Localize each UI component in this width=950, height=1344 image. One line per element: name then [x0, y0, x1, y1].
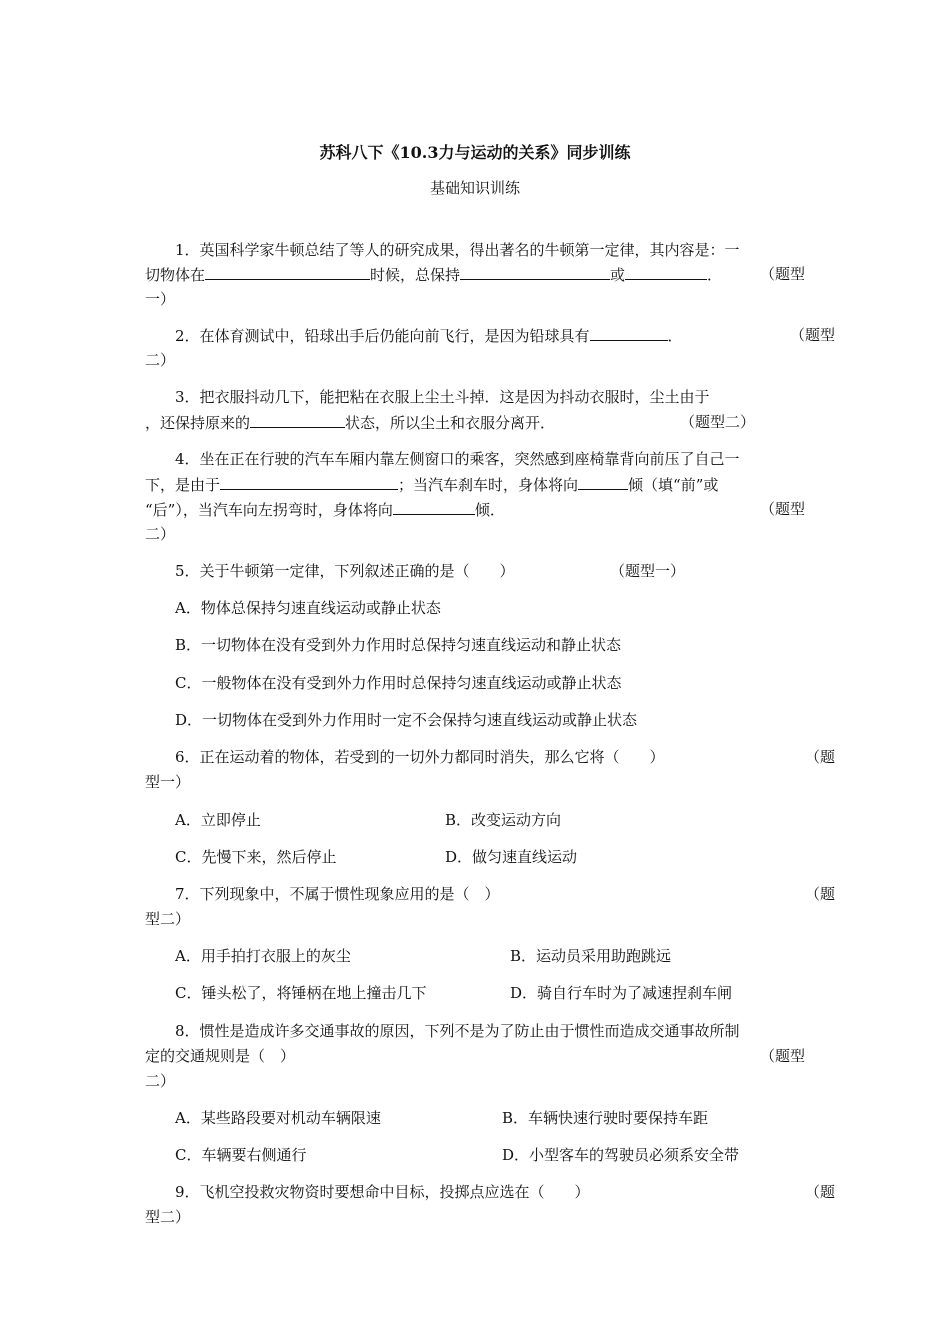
q6-option-b[interactable]: B．改变运动方向: [445, 811, 562, 829]
q1-blank-2[interactable]: [460, 264, 610, 280]
q7-option-c[interactable]: C．锤头松了，将锤柄在地上撞击几下: [175, 984, 427, 1002]
q6-option-a[interactable]: A．立即停止: [175, 811, 261, 829]
q7-stem: 7．下列现象中，不属于惯性现象应用的是（ ） （题: [175, 885, 835, 903]
q8-option-c[interactable]: C．车辆要右侧通行: [175, 1146, 307, 1164]
q8-option-b[interactable]: B．车辆快速行驶时要保持车距: [502, 1109, 709, 1127]
q9-type-tag: （题: [804, 1183, 835, 1201]
q6-option-d[interactable]: D．做匀速直线运动: [445, 848, 578, 866]
q3-line-1: 3．把衣服抖动几下，能把粘在衣服上尘土斗掉．这是因为抖动衣服时，尘土由于: [175, 388, 710, 406]
q2-blank-1[interactable]: [590, 325, 668, 341]
q6-stem: 6．正在运动着的物体，若受到的一切外力都同时消失，那么它将（ ） （题: [175, 748, 835, 766]
q8-line-2: 定的交通规则是（ ） （题型: [145, 1047, 805, 1065]
q4-line-3: “后”），当汽车向左拐弯时，身体将向 倾． （题型: [145, 500, 805, 519]
q4-blank-3[interactable]: [393, 499, 475, 515]
q1-line-2: 切物体在 时候，总保持 或 ． （题型: [145, 265, 805, 284]
q7-option-a[interactable]: A．用手拍打衣服上的灰尘: [175, 947, 351, 965]
q7-line-2: 型二）: [145, 910, 191, 928]
q4-blank-1[interactable]: [220, 474, 398, 490]
q1-type-tag: （题型: [759, 265, 805, 283]
q5-stem: 5．关于牛顿第一定律，下列叙述正确的是（ ） （题型一）: [175, 562, 686, 580]
q4-type-tag: （题型: [759, 500, 805, 518]
q8-option-a[interactable]: A．某些路段要对机动车辆限速: [175, 1109, 381, 1127]
q1-blank-1[interactable]: [205, 264, 370, 280]
q4-line-2: 下，是由于 ；当汽车刹车时，身体将向 倾（填“前”或: [145, 476, 719, 494]
q8-type-tag: （题型: [759, 1047, 805, 1065]
q6-option-c[interactable]: C．先慢下来，然后停止: [175, 848, 337, 866]
q5-type-tag: （题型一）: [610, 562, 686, 580]
q5-option-d[interactable]: D．一切物体在受到外力作用时一定不会保持匀速直线运动或静止状态: [175, 711, 638, 729]
q8-option-d[interactable]: D．小型客车的驾驶员必须系安全带: [502, 1146, 740, 1164]
q9-line-2: 型二）: [145, 1208, 191, 1226]
q7-option-b[interactable]: B．运动员采用助跑跳远: [510, 947, 672, 965]
q5-option-a[interactable]: A．物体总保持匀速直线运动或静止状态: [175, 599, 441, 617]
q9-stem: 9．飞机空投救灾物资时要想命中目标，投掷点应选在（ ） （题: [175, 1183, 835, 1201]
q5-option-c[interactable]: C．一般物体在没有受到外力作用时总保持匀速直线运动或静止状态: [175, 674, 622, 692]
section-subtitle: 基础知识训练: [429, 179, 520, 197]
q6-line-2: 型一）: [145, 773, 191, 791]
q3-blank-1[interactable]: [250, 412, 345, 428]
q4-blank-2[interactable]: [578, 474, 628, 490]
q2-type-tag: （题型: [789, 326, 835, 344]
q7-option-d[interactable]: D．骑自行车时为了减速捏刹车闸: [510, 984, 733, 1002]
q3-type-tag: （题型二）: [679, 413, 755, 431]
document-title: 苏科八下《10.3力与运动的关系》同步训练: [319, 143, 631, 162]
q4-line-1: 4．坐在正在行驶的汽车车厢内靠左侧窗口的乘客，突然感到座椅靠背向前压了自己一: [175, 450, 740, 468]
q4-line-4: 二）: [145, 525, 176, 543]
q7-type-tag: （题: [804, 885, 835, 903]
q8-line-1: 8．惯性是造成许多交通事故的原因，下列不是为了防止由于惯性而造成交通事故所制: [175, 1022, 740, 1040]
q8-line-3: 二）: [145, 1072, 176, 1090]
q1-line-1: 1．英国科学家牛顿总结了等人的研究成果，得出著名的牛顿第一定律，其内容是：一: [175, 241, 740, 259]
q5-option-b[interactable]: B．一切物体在没有受到外力作用时总保持匀速直线运动和静止状态: [175, 636, 622, 654]
q2-line-2: 二）: [145, 351, 176, 369]
q6-type-tag: （题: [804, 748, 835, 766]
q3-line-2: ，还保持原来的 状态，所以尘土和衣服分离开． （题型二）: [145, 413, 755, 432]
q2-line-1: 2．在体育测试中，铅球出手后仍能向前飞行，是因为铅球具有 ． （题型: [175, 326, 835, 345]
q1-blank-3[interactable]: [625, 264, 707, 280]
q1-line-3: 一）: [145, 290, 176, 308]
